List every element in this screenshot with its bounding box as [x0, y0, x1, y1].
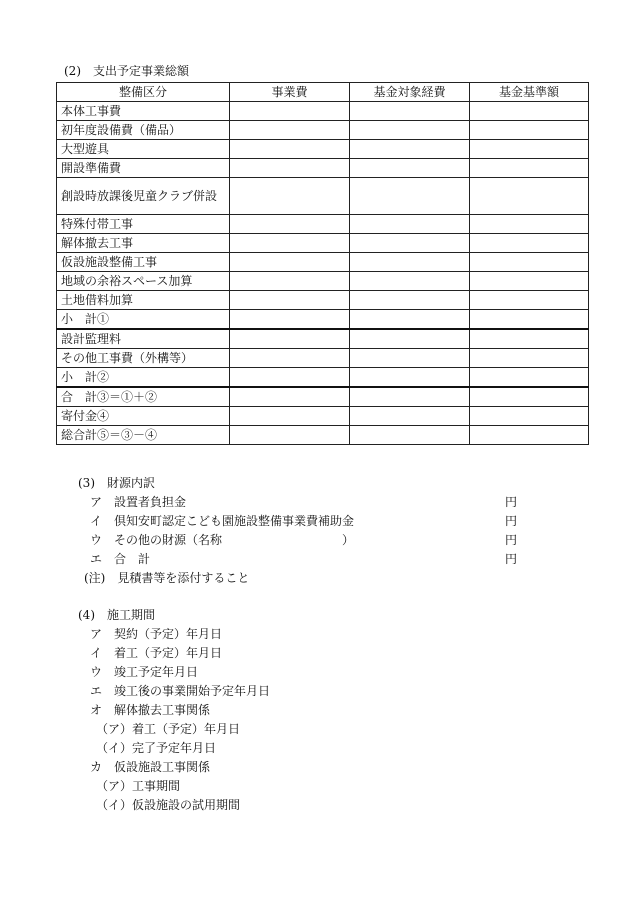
- schedule-item: オ 解体撤去工事関係: [90, 703, 211, 717]
- fund-eligible-cell[interactable]: [350, 387, 470, 407]
- row-label: 仮設施設整備工事: [57, 253, 230, 272]
- project-cost-cell[interactable]: [230, 291, 350, 310]
- table-row: [57, 121, 589, 140]
- fund-standard-cell[interactable]: [470, 387, 589, 407]
- subtotal-row: [57, 310, 589, 330]
- row-label: 小 計②: [57, 368, 230, 388]
- fund-eligible-cell[interactable]: [350, 178, 470, 215]
- fund-eligible-cell[interactable]: [350, 253, 470, 272]
- note: (注) 見積書等を添付すること: [84, 571, 250, 585]
- project-cost-cell[interactable]: [230, 215, 350, 234]
- fund-standard-cell[interactable]: [470, 140, 589, 159]
- table-row: [57, 102, 589, 121]
- fund-eligible-cell[interactable]: [350, 234, 470, 253]
- fund-eligible-cell[interactable]: [350, 140, 470, 159]
- table-row: [57, 234, 589, 253]
- row-label: 本体工事費: [57, 102, 230, 121]
- project-cost-cell[interactable]: [230, 349, 350, 368]
- header-fund-eligible-cost: 基金対象経費: [350, 83, 470, 102]
- table-row: [57, 407, 589, 426]
- section-3-title: (3) 財源内訳: [78, 476, 155, 490]
- funding-item-label: ア 設置者負担金: [90, 495, 187, 509]
- fund-standard-cell[interactable]: [470, 272, 589, 291]
- fund-standard-cell[interactable]: [470, 178, 589, 215]
- row-label: 小 計①: [57, 310, 230, 330]
- header-fund-standard-amount: 基金基準額: [470, 83, 589, 102]
- row-label: 地域の余裕スペース加算: [57, 272, 230, 291]
- fund-eligible-cell[interactable]: [350, 159, 470, 178]
- table-header-row: [57, 83, 589, 102]
- funding-item-label: ウ その他の財源（名称 ）: [90, 533, 355, 547]
- section-4-title: (4) 施工期間: [78, 608, 155, 622]
- yen-unit: 円: [505, 533, 518, 547]
- row-label: 合 計③＝①＋②: [57, 387, 230, 407]
- row-label: 大型遊具: [57, 140, 230, 159]
- fund-eligible-cell[interactable]: [350, 215, 470, 234]
- table-row: [57, 349, 589, 368]
- fund-standard-cell[interactable]: [470, 349, 589, 368]
- yen-unit: 円: [505, 495, 518, 509]
- table-row: [57, 291, 589, 310]
- table-row: [57, 159, 589, 178]
- project-cost-cell[interactable]: [230, 140, 350, 159]
- grand-total-row: [57, 426, 589, 445]
- total-row: [57, 387, 589, 407]
- row-label: 特殊付帯工事: [57, 215, 230, 234]
- fund-eligible-cell[interactable]: [350, 102, 470, 121]
- row-label: 寄付金④: [57, 407, 230, 426]
- table-row: [57, 253, 589, 272]
- schedule-item: イ 着工（予定）年月日: [90, 646, 223, 660]
- project-cost-cell[interactable]: [230, 272, 350, 291]
- yen-unit: 円: [505, 514, 518, 528]
- fund-standard-cell[interactable]: [470, 121, 589, 140]
- project-cost-cell[interactable]: [230, 178, 350, 215]
- subtotal-row: [57, 368, 589, 388]
- fund-eligible-cell[interactable]: [350, 272, 470, 291]
- expenditure-table: [56, 82, 589, 445]
- table-row: [57, 140, 589, 159]
- table-row: [57, 272, 589, 291]
- row-label: 初年度設備費（備品）: [57, 121, 230, 140]
- project-cost-cell[interactable]: [230, 329, 350, 349]
- fund-standard-cell[interactable]: [470, 329, 589, 349]
- section-2-title: (2) 支出予定事業総額: [64, 64, 189, 78]
- fund-standard-cell[interactable]: [470, 426, 589, 445]
- schedule-subitem: （ア）工事期間: [96, 779, 181, 793]
- row-label: 総合計⑤＝③－④: [57, 426, 230, 445]
- fund-standard-cell[interactable]: [470, 234, 589, 253]
- fund-eligible-cell[interactable]: [350, 310, 470, 330]
- project-cost-cell[interactable]: [230, 102, 350, 121]
- schedule-item: エ 竣工後の事業開始予定年月日: [90, 684, 271, 698]
- project-cost-cell[interactable]: [230, 368, 350, 388]
- project-cost-cell[interactable]: [230, 387, 350, 407]
- fund-standard-cell[interactable]: [470, 253, 589, 272]
- header-project-cost: 事業費: [230, 83, 350, 102]
- yen-unit: 円: [505, 552, 518, 566]
- schedule-item: ア 契約（予定）年月日: [90, 627, 223, 641]
- schedule-subitem: （ア）着工（予定）年月日: [96, 722, 241, 736]
- funding-item-label: イ 倶知安町認定こども園施設整備事業費補助金: [90, 514, 355, 528]
- schedule-item: カ 仮設施設工事関係: [90, 760, 211, 774]
- project-cost-cell[interactable]: [230, 426, 350, 445]
- header-category: 整備区分: [57, 83, 230, 102]
- row-label: 創設時放課後児童クラブ併設: [57, 178, 230, 215]
- schedule-subitem: （イ）完了予定年月日: [96, 741, 217, 755]
- fund-standard-cell[interactable]: [470, 310, 589, 330]
- fund-eligible-cell[interactable]: [350, 368, 470, 388]
- table-row: [57, 215, 589, 234]
- project-cost-cell[interactable]: [230, 121, 350, 140]
- row-label: 土地借料加算: [57, 291, 230, 310]
- row-label: 解体撤去工事: [57, 234, 230, 253]
- fund-standard-cell[interactable]: [470, 368, 589, 388]
- funding-item-label: エ 合 計: [90, 552, 151, 566]
- schedule-item: ウ 竣工予定年月日: [90, 665, 199, 679]
- fund-eligible-cell[interactable]: [350, 426, 470, 445]
- table-row: [57, 329, 589, 349]
- table-row: [57, 178, 589, 215]
- fund-standard-cell[interactable]: [470, 291, 589, 310]
- fund-eligible-cell[interactable]: [350, 291, 470, 310]
- row-label: 設計監理料: [57, 329, 230, 349]
- project-cost-cell[interactable]: [230, 159, 350, 178]
- project-cost-cell[interactable]: [230, 310, 350, 330]
- schedule-subitem: （イ）仮設施設の試用期間: [96, 798, 241, 812]
- fund-standard-cell[interactable]: [470, 407, 589, 426]
- fund-eligible-cell[interactable]: [350, 329, 470, 349]
- fund-standard-cell[interactable]: [470, 102, 589, 121]
- row-label: その他工事費（外構等）: [57, 349, 230, 368]
- fund-eligible-cell[interactable]: [350, 349, 470, 368]
- fund-eligible-cell[interactable]: [350, 121, 470, 140]
- fund-standard-cell[interactable]: [470, 215, 589, 234]
- fund-standard-cell[interactable]: [470, 159, 589, 178]
- project-cost-cell[interactable]: [230, 253, 350, 272]
- fund-eligible-cell[interactable]: [350, 407, 470, 426]
- project-cost-cell[interactable]: [230, 407, 350, 426]
- project-cost-cell[interactable]: [230, 234, 350, 253]
- row-label: 開設準備費: [57, 159, 230, 178]
